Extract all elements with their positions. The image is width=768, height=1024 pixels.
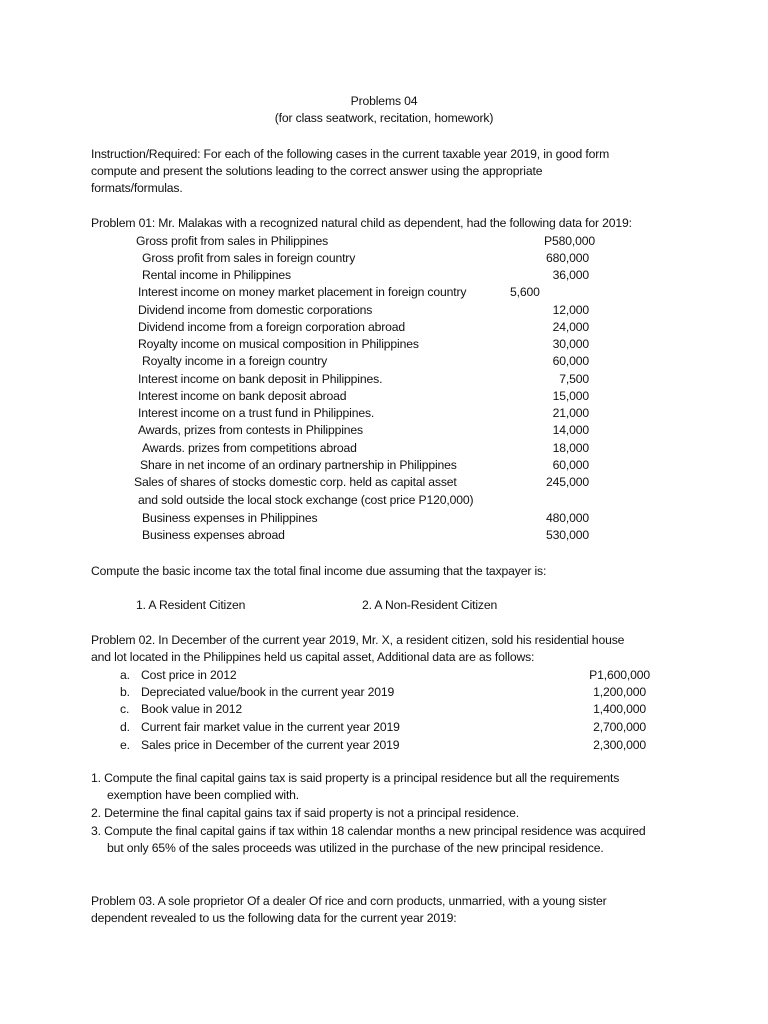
item-label: Interest income on a trust fund in Philippines. bbox=[138, 406, 375, 420]
item-label: Sales of shares of stocks domestic corp. held as capital asset bbox=[134, 475, 457, 489]
option-resident-citizen: 1. A Resident Citizen bbox=[136, 598, 246, 612]
item-label: Share in net income of an ordinary partnership in Philippines bbox=[140, 458, 457, 472]
item-label: Interest income on bank deposit abroad bbox=[138, 389, 347, 403]
item-amount: 680,000 bbox=[545, 251, 589, 265]
item-amount: 60,000 bbox=[552, 354, 589, 368]
item-amount: 245,000 bbox=[545, 475, 589, 489]
item-label: Interest income on bank deposit in Philippines. bbox=[138, 372, 383, 386]
item-amount: 480,000 bbox=[545, 511, 589, 525]
problem2-question: but only 65% of the sales proceeds was utilized in the purchase of the new principal residence. bbox=[107, 841, 604, 855]
problem2-question: 3. Compute the final capital gains if tax within 18 calendar months a new principal residence was acquired bbox=[91, 824, 646, 838]
item-label: Dividend income from domestic corporations bbox=[138, 303, 373, 317]
item-amount: P1,600,000 bbox=[589, 668, 650, 682]
item-label: Gross profit from sales in foreign country bbox=[142, 251, 356, 265]
item-marker: b. bbox=[120, 685, 130, 699]
item-amount: 21,000 bbox=[552, 406, 589, 420]
problem2-question: 1. Compute the final capital gains tax is said property is a principal residence but all the requirements bbox=[91, 771, 620, 785]
item-label: and sold outside the local stock exchange (cost price P120,000) bbox=[138, 493, 474, 507]
instruction-line: formats/formulas. bbox=[91, 181, 183, 195]
item-amount: 12,000 bbox=[552, 303, 589, 317]
item-amount: 2,700,000 bbox=[593, 720, 646, 734]
item-label: Royalty income in a foreign country bbox=[142, 354, 328, 368]
item-label: Business expenses abroad bbox=[142, 528, 285, 542]
item-label: Royalty income on musical composition in Philippines bbox=[138, 337, 419, 351]
item-amount: 30,000 bbox=[552, 337, 589, 351]
item-label: Rental income in Philippines bbox=[142, 268, 291, 282]
problem1-question: Compute the basic income tax the total final income due assuming that the taxpayer is: bbox=[91, 564, 547, 578]
page-title: Problems 04 bbox=[350, 94, 418, 108]
item-label: Awards. prizes from competitions abroad bbox=[142, 441, 357, 455]
item-amount: 24,000 bbox=[552, 320, 589, 334]
problem1-intro: Problem 01: Mr. Malakas with a recognized natural child as dependent, had the following data for 2019: bbox=[91, 216, 632, 230]
item-amount: 14,000 bbox=[552, 423, 589, 437]
item-amount: 60,000 bbox=[552, 458, 589, 472]
problem2-intro-line: and lot located in the Philippines held us capital asset, Additional data are as follows: bbox=[91, 650, 535, 664]
item-label: Business expenses in Philippines bbox=[142, 511, 318, 525]
problem2-intro-line: Problem 02. In December of the current year 2019, Mr. X, a resident citizen, sold his residential house bbox=[91, 633, 625, 647]
item-label: Sales price in December of the current year 2019 bbox=[141, 738, 400, 752]
item-amount: 5,600 bbox=[510, 285, 540, 299]
item-label: Dividend income from a foreign corporation abroad bbox=[138, 320, 406, 334]
problem3-intro-line: Problem 03. A sole proprietor Of a dealer Of rice and corn products, unmarried, with a young sister bbox=[91, 894, 607, 908]
option-nonresident-citizen: 2. A Non-Resident Citizen bbox=[362, 598, 498, 612]
item-label: Interest income on money market placement in foreign country bbox=[138, 285, 467, 299]
item-amount: 18,000 bbox=[552, 441, 589, 455]
item-amount: 1,200,000 bbox=[593, 685, 646, 699]
item-label: Current fair market value in the current year 2019 bbox=[141, 720, 400, 734]
problem2-question: 2. Determine the final capital gains tax if said property is not a principal residence. bbox=[91, 806, 519, 820]
item-amount: 1,400,000 bbox=[593, 702, 646, 716]
instruction-line: compute and present the solutions leading to the correct answer using the appropriate bbox=[91, 164, 543, 178]
item-label: Awards, prizes from contests in Philippines bbox=[138, 423, 363, 437]
item-label: Depreciated value/book in the current year 2019 bbox=[141, 685, 395, 699]
instruction-line: Instruction/Required: For each of the following cases in the current taxable year 2019, in good form bbox=[91, 147, 610, 161]
item-amount: 15,000 bbox=[552, 389, 589, 403]
item-label: Cost price in 2012 bbox=[141, 668, 237, 682]
item-marker: e. bbox=[120, 738, 130, 752]
item-amount: 2,300,000 bbox=[593, 738, 646, 752]
item-amount: 530,000 bbox=[545, 528, 589, 542]
item-marker: c. bbox=[120, 702, 130, 716]
item-marker: a. bbox=[120, 668, 130, 682]
page-subtitle: (for class seatwork, recitation, homework) bbox=[274, 111, 494, 125]
item-label: Book value in 2012 bbox=[141, 702, 242, 716]
problem3-intro-line: dependent revealed to us the following data for the current year 2019: bbox=[91, 911, 457, 925]
item-amount: 36,000 bbox=[552, 268, 589, 282]
item-marker: d. bbox=[120, 720, 130, 734]
item-amount: P580,000 bbox=[544, 234, 595, 248]
problem2-question: exemption have been complied with. bbox=[107, 788, 300, 802]
item-amount: 7,500 bbox=[559, 372, 589, 386]
item-label: Gross profit from sales in Philippines bbox=[136, 234, 329, 248]
